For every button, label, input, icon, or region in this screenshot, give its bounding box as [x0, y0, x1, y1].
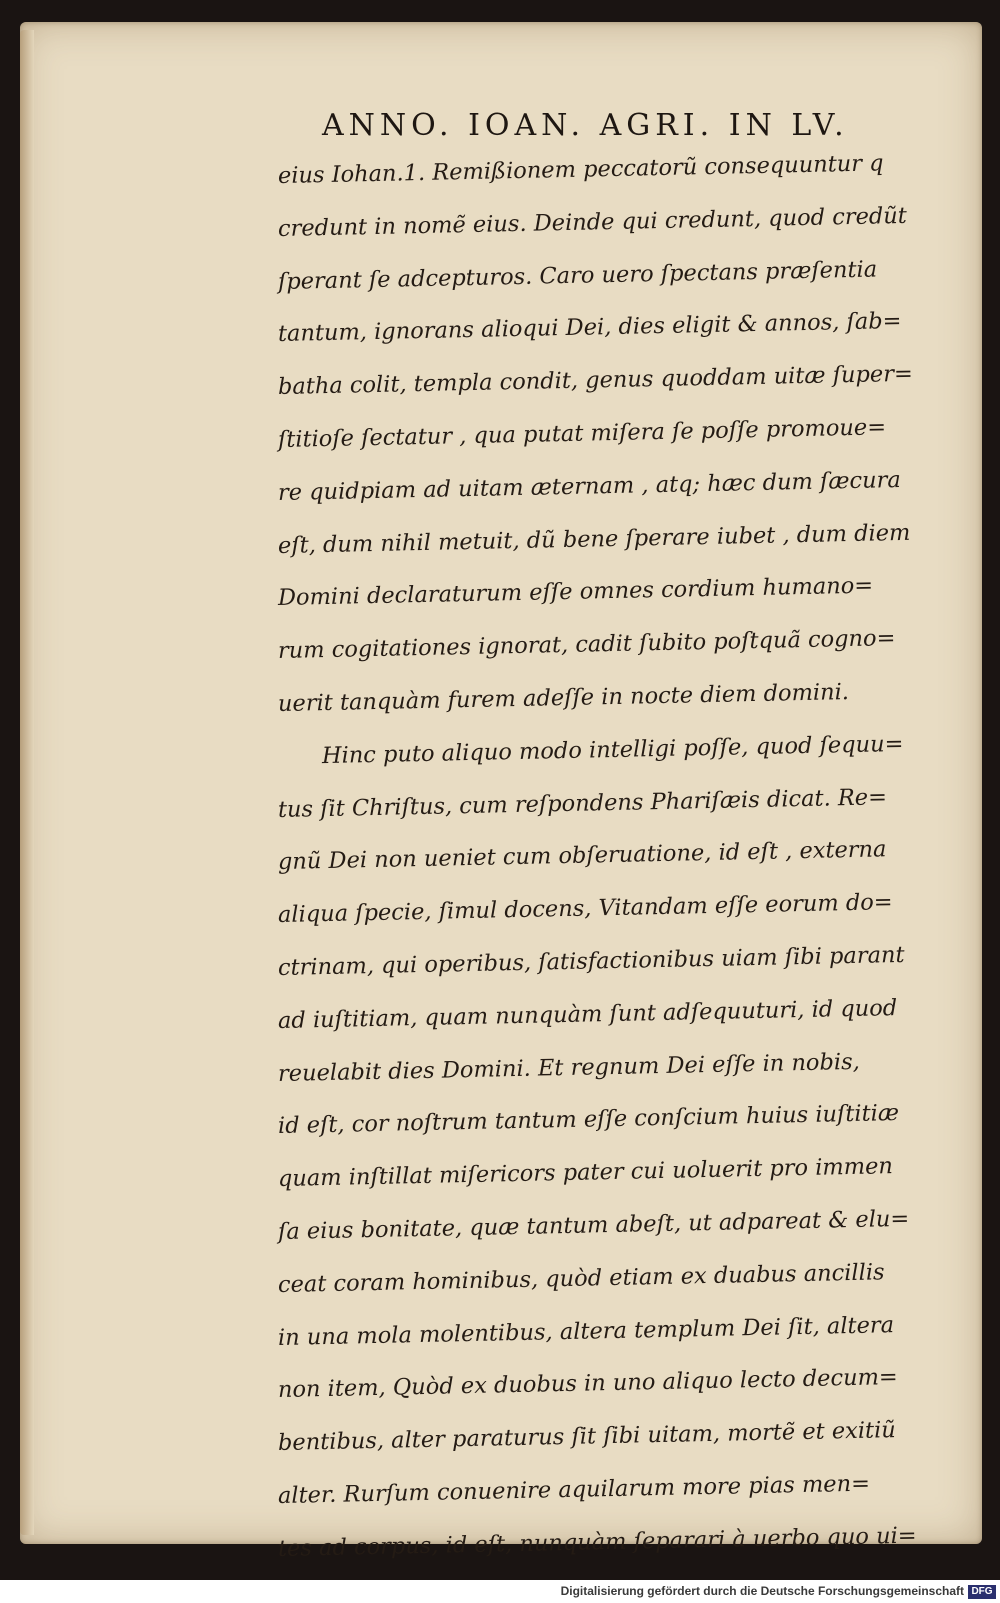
- text-line: bentibus, alter paraturus ſit ſibi uitam, mortẽ et exitiũ: [277, 1417, 897, 1457]
- text-line: gnũ Dei non ueniet cum obſeruatione, id eſt , externa: [277, 836, 887, 876]
- text-line: ſperant ſe adcepturos. Caro uero ſpectans præſentia: [277, 256, 878, 295]
- text-line: ſtitioſe ſectatur , qua putat miſera ſe poſſe promoue=: [277, 414, 887, 453]
- text-line: alter. Rurſum conuenire aquilarum more pias men=: [277, 1470, 871, 1509]
- text-line: tantum, ignorans alioqui Dei, dies eligit & annos, ſab=: [277, 308, 902, 348]
- body-text: [278, 150, 958, 1576]
- digitization-credit: Digitalisierung gefördert durch die Deutsche Forschungsgemeinschaft: [560, 1584, 964, 1598]
- text-line: non item, Quòd ex duobus in uno aliquo lecto decum=: [277, 1364, 899, 1404]
- text-line: ceat coram hominibus, quòd etiam ex duabus ancillis: [277, 1259, 885, 1298]
- text-line: batha colit, templa condit, genus quoddam uitæ ſuper=: [277, 360, 914, 401]
- text-line: eius Iohan.1. Remißionem peccatorũ consequuntur q: [277, 150, 884, 189]
- running-head: ANNO. IOAN. AGRI. IN LV.: [322, 108, 849, 143]
- text-line: reuelabit dies Domini. Et regnum Dei eſſe in nobis,: [277, 1048, 861, 1087]
- text-line: quam inſtillat miſericors pater cui uoluerit pro immen: [277, 1153, 894, 1193]
- text-line: in una mola molentibus, altera templum Dei ſit, altera: [277, 1311, 895, 1351]
- text-line: rum cogitationes ignorat, cadit ſubito poſtquã cogno=: [277, 625, 896, 665]
- text-line: ad iuſtitiam, quam nunquàm ſunt adſequuturi, id quod: [277, 994, 898, 1034]
- text-line: re quidpiam ad uitam æternam , atq; hæc dum ſæcura: [277, 466, 902, 506]
- text-line: credunt in nomẽ eius. Deinde qui credunt, quod credũt: [277, 202, 908, 242]
- text-line: aliqua ſpecie, ſimul docens, Vitandam eſſe eorum do=: [277, 889, 893, 929]
- text-line: ſa eius bonitate, quæ tantum abeſt, ut adpareat & elu=: [277, 1205, 910, 1245]
- text-line: ctrinam, qui operibus, ſatisfactionibus uiam ſibi parant: [277, 941, 905, 981]
- text-line: id eſt, cor noſtrum tantum eſſe conſcium huius iuſtitiæ: [277, 1100, 900, 1140]
- text-line: Domini declaraturum eſſe omnes cordium humano=: [277, 572, 874, 612]
- text-line: tes ad corpus, id eſt, nunquàm ſeparari à uerbo quo ui=: [277, 1522, 917, 1562]
- text-line: tus ſit Chriſtus, cum reſpondens Phariſæis dicat. Re=: [277, 783, 888, 823]
- dfg-logo: DFG: [968, 1585, 996, 1599]
- text-line: eſt, dum nihil metuit, dũ bene ſperare iubet , dum diem: [277, 519, 911, 559]
- text-line: Hinc puto aliquo modo intelligi poſſe, quod ſequu=: [321, 730, 904, 769]
- text-line: uerit tanquàm furem adeſſe in nocte diem domini.: [277, 679, 850, 717]
- page-gutter-edge: [20, 30, 34, 1535]
